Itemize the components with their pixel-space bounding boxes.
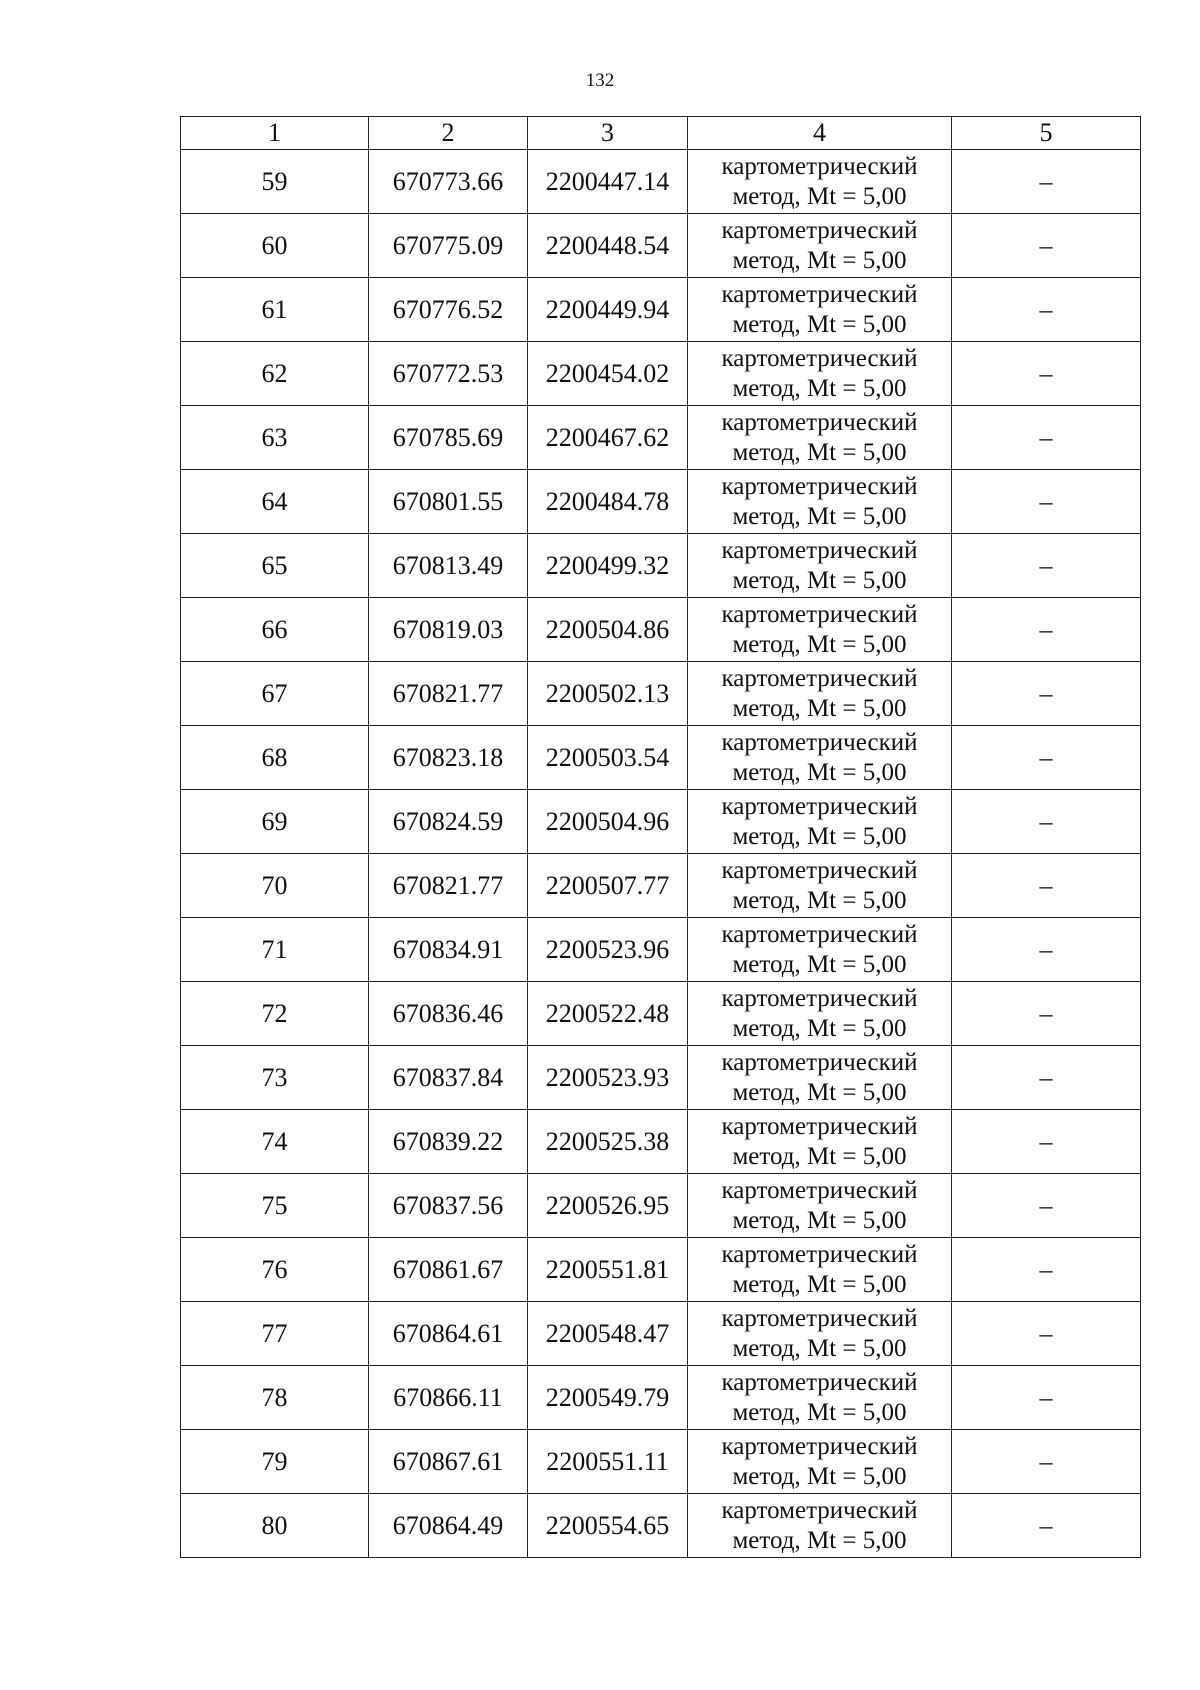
y-coordinate-cell: 2200449.94: [528, 278, 688, 342]
table-row: [181, 278, 1141, 342]
header-col-3: 3: [528, 117, 688, 150]
table-row: [181, 1110, 1141, 1174]
y-coordinate-cell: 2200554.65: [528, 1494, 688, 1558]
method-text: метод, Mt = 5,00: [732, 1462, 907, 1490]
x-coordinate-cell: 670839.22: [369, 1110, 528, 1174]
method-text: метод, Mt = 5,00: [732, 886, 907, 914]
method-text: метод, Mt = 5,00: [732, 1334, 907, 1362]
method-text: метод, Mt = 5,00: [732, 502, 907, 530]
x-coordinate-cell: 670773.66: [369, 150, 528, 214]
y-coordinate-cell: 2200504.96: [528, 790, 688, 854]
y-coordinate-cell: 2200523.96: [528, 918, 688, 982]
point-number-cell: 61: [181, 278, 369, 342]
note-cell: –: [952, 1238, 1141, 1302]
method-cell: [688, 1494, 952, 1558]
point-number-cell: 65: [181, 534, 369, 598]
method-text: картометрический: [721, 920, 918, 948]
y-coordinate-cell: 2200551.81: [528, 1238, 688, 1302]
table-row: [181, 150, 1141, 214]
method-cell: [688, 1430, 952, 1494]
method-text: метод, Mt = 5,00: [732, 630, 907, 658]
note-cell: –: [952, 1430, 1141, 1494]
method-cell: [688, 214, 952, 278]
note-cell: –: [952, 342, 1141, 406]
method-text: картометрический: [721, 408, 918, 436]
point-number-cell: 60: [181, 214, 369, 278]
method-cell: [688, 1046, 952, 1110]
method-cell: [688, 1174, 952, 1238]
point-number-cell: 67: [181, 662, 369, 726]
y-coordinate-cell: 2200504.86: [528, 598, 688, 662]
y-coordinate-cell: 2200526.95: [528, 1174, 688, 1238]
method-text: метод, Mt = 5,00: [732, 566, 907, 594]
method-cell: [688, 918, 952, 982]
x-coordinate-cell: 670834.91: [369, 918, 528, 982]
method-text: картометрический: [721, 1112, 918, 1140]
method-cell: [688, 342, 952, 406]
x-coordinate-cell: 670864.61: [369, 1302, 528, 1366]
point-number-cell: 70: [181, 854, 369, 918]
method-text: метод, Mt = 5,00: [732, 1206, 907, 1234]
method-cell: [688, 406, 952, 470]
method-cell: [688, 1302, 952, 1366]
method-cell: [688, 982, 952, 1046]
note-cell: –: [952, 214, 1141, 278]
header-row: [181, 117, 1141, 150]
method-text: метод, Mt = 5,00: [732, 1014, 907, 1042]
x-coordinate-cell: 670801.55: [369, 470, 528, 534]
point-number-cell: 72: [181, 982, 369, 1046]
note-cell: –: [952, 534, 1141, 598]
y-coordinate-cell: 2200467.62: [528, 406, 688, 470]
method-text: метод, Mt = 5,00: [732, 950, 907, 978]
method-text: картометрический: [721, 1432, 918, 1460]
x-coordinate-cell: 670772.53: [369, 342, 528, 406]
method-text: метод, Mt = 5,00: [732, 822, 907, 850]
method-text: метод, Mt = 5,00: [732, 1526, 907, 1554]
method-text: картометрический: [721, 664, 918, 692]
table-row: [181, 1430, 1141, 1494]
coordinates-table: [180, 116, 1141, 1558]
table-row: [181, 918, 1141, 982]
method-text: картометрический: [721, 1048, 918, 1076]
x-coordinate-cell: 670776.52: [369, 278, 528, 342]
y-coordinate-cell: 2200502.13: [528, 662, 688, 726]
x-coordinate-cell: 670837.84: [369, 1046, 528, 1110]
point-number-cell: 78: [181, 1366, 369, 1430]
point-number-cell: 74: [181, 1110, 369, 1174]
point-number-cell: 68: [181, 726, 369, 790]
method-text: картометрический: [721, 856, 918, 884]
point-number-cell: 73: [181, 1046, 369, 1110]
method-cell: [688, 278, 952, 342]
point-number-cell: 64: [181, 470, 369, 534]
page-number: 132: [585, 70, 615, 91]
method-text: метод, Mt = 5,00: [732, 694, 907, 722]
note-cell: –: [952, 790, 1141, 854]
note-cell: –: [952, 1302, 1141, 1366]
method-cell: [688, 598, 952, 662]
header-col-5: 5: [952, 117, 1141, 150]
method-text: картометрический: [721, 1240, 918, 1268]
method-text: метод, Mt = 5,00: [732, 374, 907, 402]
method-cell: [688, 1238, 952, 1302]
y-coordinate-cell: 2200507.77: [528, 854, 688, 918]
x-coordinate-cell: 670821.77: [369, 854, 528, 918]
note-cell: –: [952, 662, 1141, 726]
x-coordinate-cell: 670836.46: [369, 982, 528, 1046]
note-cell: –: [952, 1366, 1141, 1430]
table-row: [181, 470, 1141, 534]
x-coordinate-cell: 670823.18: [369, 726, 528, 790]
x-coordinate-cell: 670861.67: [369, 1238, 528, 1302]
note-cell: –: [952, 982, 1141, 1046]
x-coordinate-cell: 670819.03: [369, 598, 528, 662]
point-number-cell: 66: [181, 598, 369, 662]
method-text: картометрический: [721, 728, 918, 756]
table-row: [181, 214, 1141, 278]
method-text: метод, Mt = 5,00: [732, 1142, 907, 1170]
note-cell: –: [952, 470, 1141, 534]
table-header: [181, 117, 1141, 150]
point-number-cell: 62: [181, 342, 369, 406]
method-text: метод, Mt = 5,00: [732, 246, 907, 274]
method-text: метод, Mt = 5,00: [732, 1398, 907, 1426]
note-cell: –: [952, 406, 1141, 470]
table-row: [181, 982, 1141, 1046]
y-coordinate-cell: 2200503.54: [528, 726, 688, 790]
note-cell: –: [952, 1174, 1141, 1238]
point-number-cell: 63: [181, 406, 369, 470]
y-coordinate-cell: 2200525.38: [528, 1110, 688, 1174]
method-text: картометрический: [721, 472, 918, 500]
table-row: [181, 342, 1141, 406]
x-coordinate-cell: 670837.56: [369, 1174, 528, 1238]
y-coordinate-cell: 2200447.14: [528, 150, 688, 214]
method-text: картометрический: [721, 984, 918, 1012]
method-text: метод, Mt = 5,00: [732, 1270, 907, 1298]
table-row: [181, 790, 1141, 854]
x-coordinate-cell: 670867.61: [369, 1430, 528, 1494]
method-text: метод, Mt = 5,00: [732, 758, 907, 786]
method-text: картометрический: [721, 152, 918, 180]
x-coordinate-cell: 670775.09: [369, 214, 528, 278]
note-cell: –: [952, 598, 1141, 662]
method-cell: [688, 470, 952, 534]
table-row: [181, 1366, 1141, 1430]
point-number-cell: 71: [181, 918, 369, 982]
point-number-cell: 80: [181, 1494, 369, 1558]
method-cell: [688, 854, 952, 918]
header-col-4: 4: [688, 117, 952, 150]
table-row: [181, 854, 1141, 918]
method-text: картометрический: [721, 216, 918, 244]
y-coordinate-cell: 2200551.11: [528, 1430, 688, 1494]
y-coordinate-cell: 2200523.93: [528, 1046, 688, 1110]
note-cell: –: [952, 1110, 1141, 1174]
table-row: [181, 1302, 1141, 1366]
y-coordinate-cell: 2200448.54: [528, 214, 688, 278]
table-row: [181, 534, 1141, 598]
x-coordinate-cell: 670785.69: [369, 406, 528, 470]
method-cell: [688, 726, 952, 790]
table-row: [181, 1494, 1141, 1558]
method-text: картометрический: [721, 600, 918, 628]
note-cell: –: [952, 726, 1141, 790]
point-number-cell: 79: [181, 1430, 369, 1494]
x-coordinate-cell: 670813.49: [369, 534, 528, 598]
y-coordinate-cell: 2200549.79: [528, 1366, 688, 1430]
method-text: картометрический: [721, 1368, 918, 1396]
method-text: картометрический: [721, 280, 918, 308]
method-cell: [688, 534, 952, 598]
method-text: метод, Mt = 5,00: [732, 310, 907, 338]
method-cell: [688, 150, 952, 214]
table-row: [181, 598, 1141, 662]
table-body: [181, 150, 1141, 1558]
y-coordinate-cell: 2200522.48: [528, 982, 688, 1046]
method-cell: [688, 662, 952, 726]
method-text: картометрический: [721, 536, 918, 564]
y-coordinate-cell: 2200454.02: [528, 342, 688, 406]
method-text: картометрический: [721, 1496, 918, 1524]
table-row: [181, 662, 1141, 726]
point-number-cell: 59: [181, 150, 369, 214]
method-text: картометрический: [721, 1304, 918, 1332]
x-coordinate-cell: 670821.77: [369, 662, 528, 726]
point-number-cell: 75: [181, 1174, 369, 1238]
method-text: метод, Mt = 5,00: [732, 182, 907, 210]
note-cell: –: [952, 278, 1141, 342]
table-row: [181, 1238, 1141, 1302]
x-coordinate-cell: 670864.49: [369, 1494, 528, 1558]
table-row: [181, 1046, 1141, 1110]
method-cell: [688, 1110, 952, 1174]
method-text: картометрический: [721, 344, 918, 372]
note-cell: –: [952, 1494, 1141, 1558]
method-text: метод, Mt = 5,00: [732, 438, 907, 466]
header-col-2: 2: [369, 117, 528, 150]
note-cell: –: [952, 1046, 1141, 1110]
note-cell: –: [952, 854, 1141, 918]
table-row: [181, 1174, 1141, 1238]
point-number-cell: 69: [181, 790, 369, 854]
table-row: [181, 726, 1141, 790]
y-coordinate-cell: 2200484.78: [528, 470, 688, 534]
method-text: метод, Mt = 5,00: [732, 1078, 907, 1106]
x-coordinate-cell: 670866.11: [369, 1366, 528, 1430]
method-cell: [688, 1366, 952, 1430]
header-col-1: 1: [181, 117, 369, 150]
x-coordinate-cell: 670824.59: [369, 790, 528, 854]
y-coordinate-cell: 2200548.47: [528, 1302, 688, 1366]
note-cell: –: [952, 918, 1141, 982]
method-cell: [688, 790, 952, 854]
point-number-cell: 77: [181, 1302, 369, 1366]
point-number-cell: 76: [181, 1238, 369, 1302]
note-cell: –: [952, 150, 1141, 214]
y-coordinate-cell: 2200499.32: [528, 534, 688, 598]
method-text: картометрический: [721, 1176, 918, 1204]
table-row: [181, 406, 1141, 470]
method-text: картометрический: [721, 792, 918, 820]
